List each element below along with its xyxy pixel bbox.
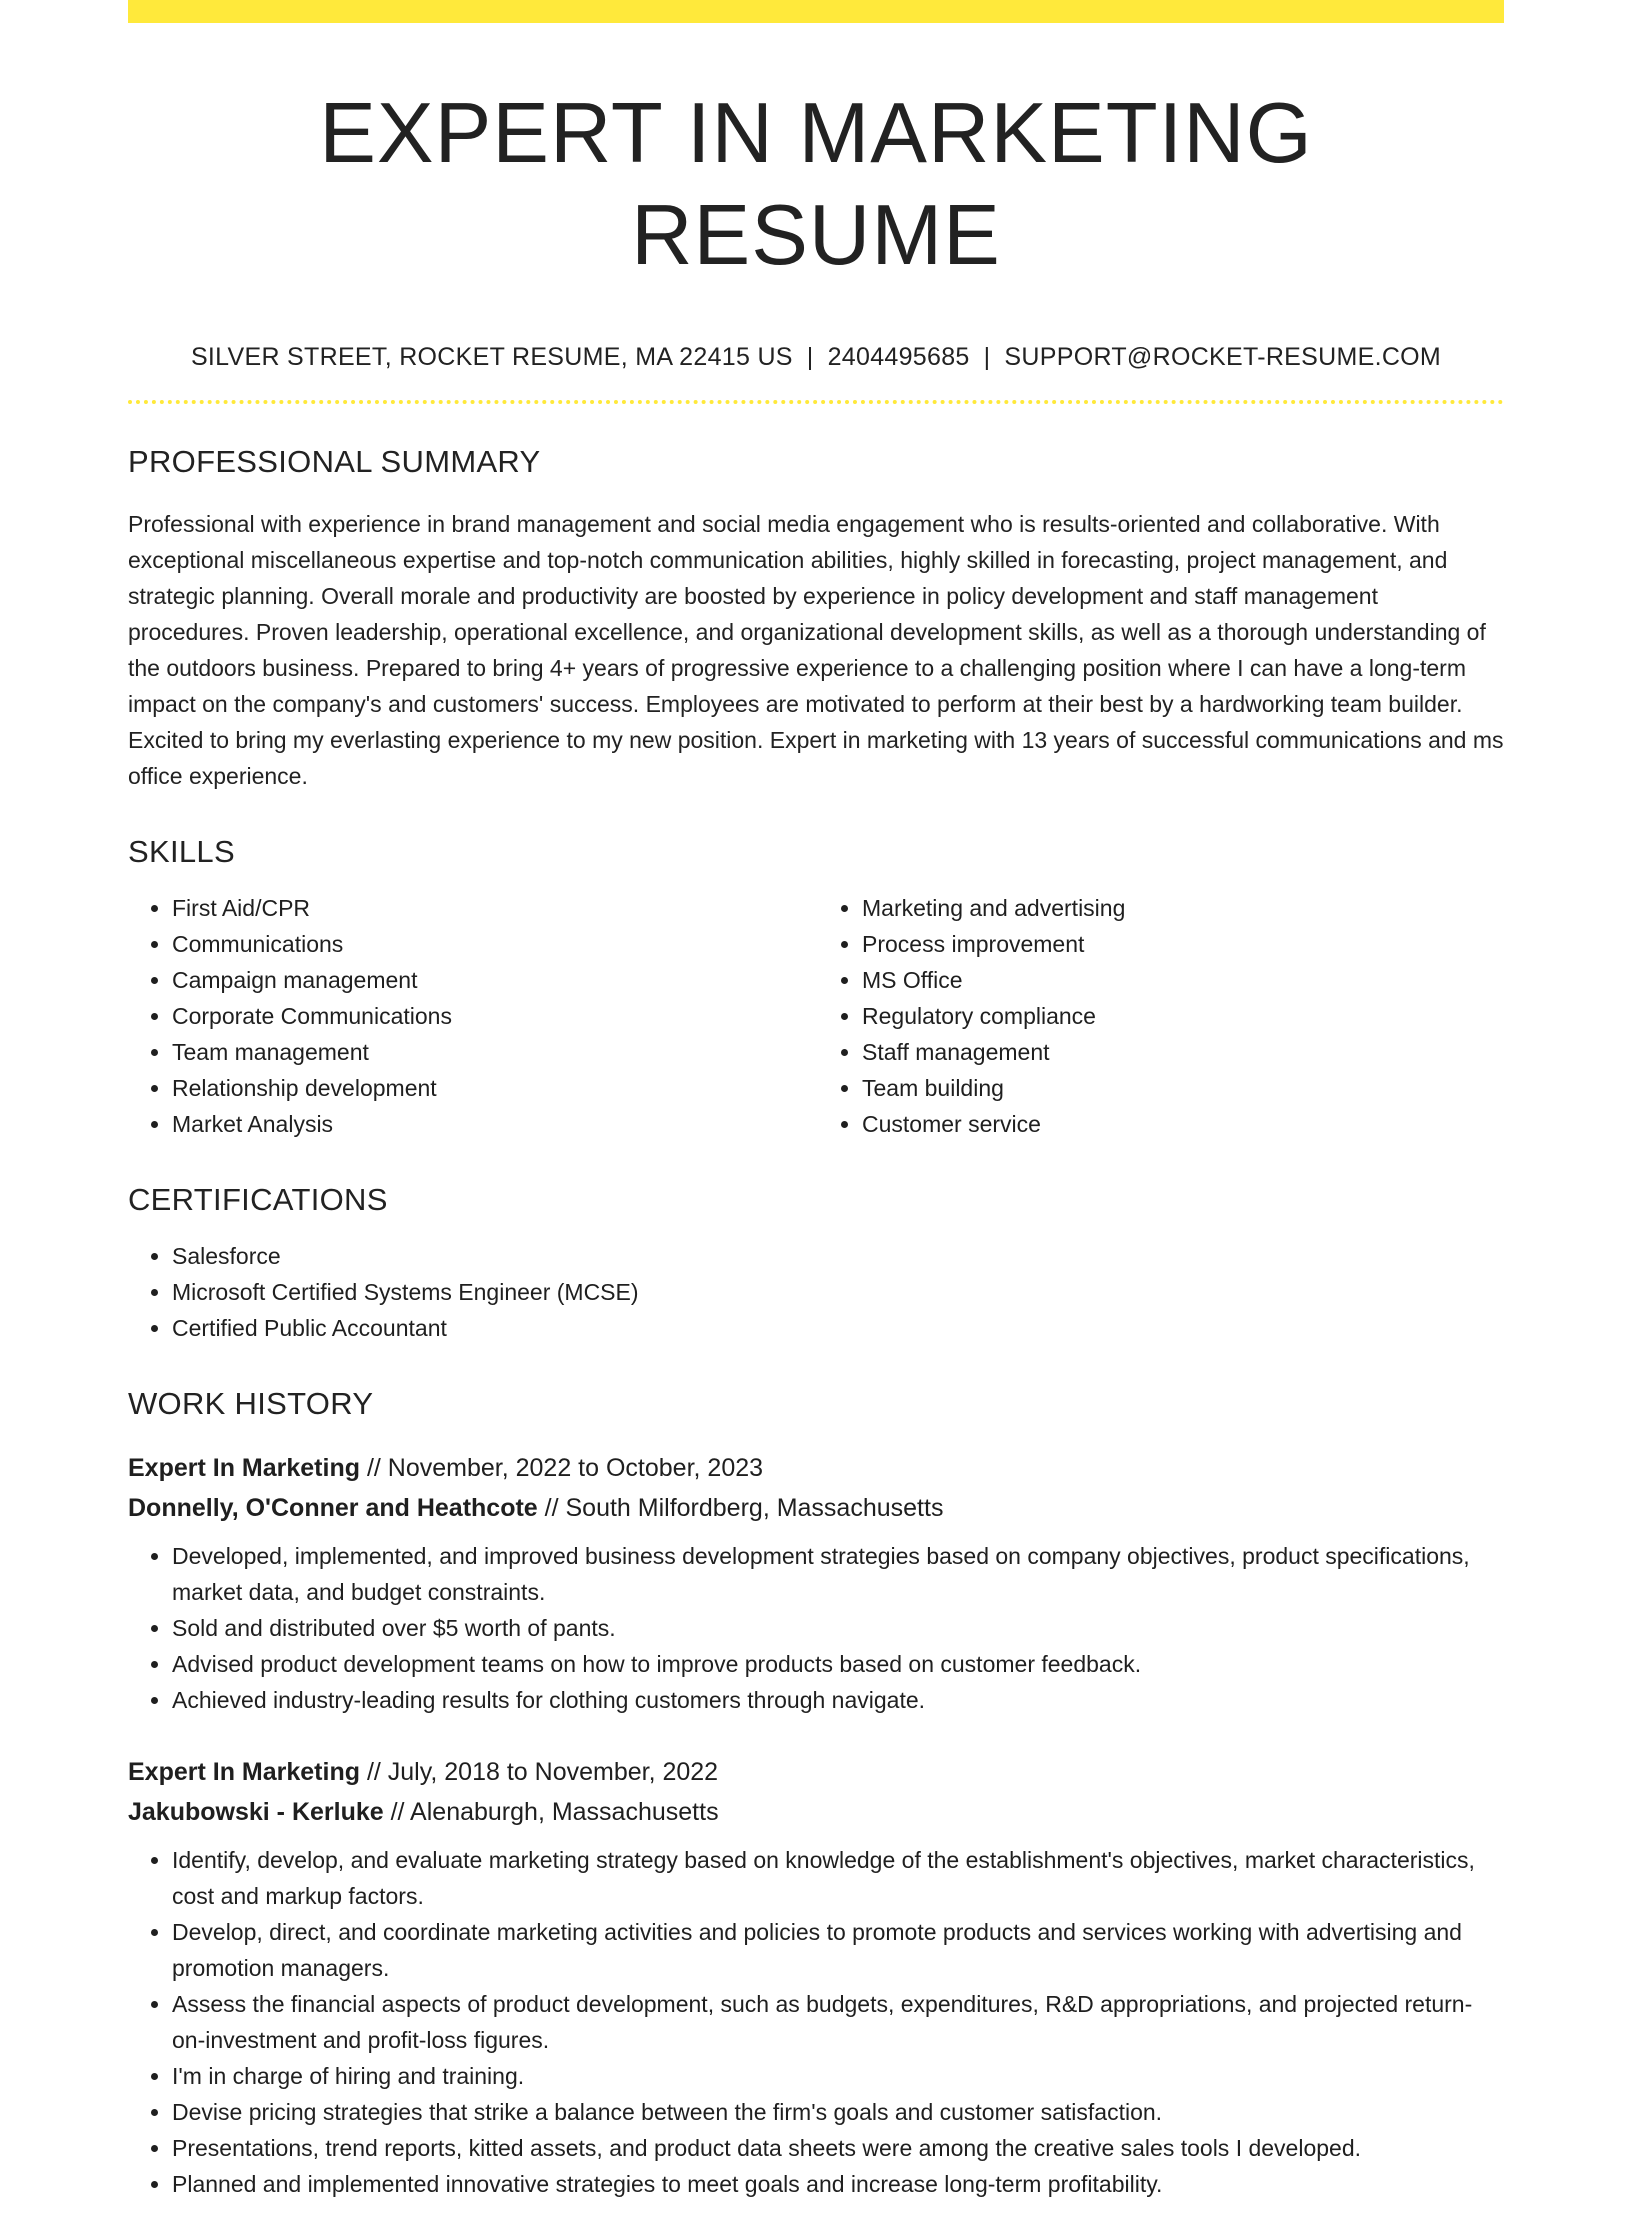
job-bullet: • Presentations, trend reports, kitted assets, and product data sheets were among the creative sales tools I developed. — [172, 2130, 1504, 2166]
job-bullet: • Devise pricing strategies that strike a balance between the firm's goals and customer satisfaction. — [172, 2094, 1504, 2130]
certification-item: • Microsoft Certified Systems Engineer (MCSE) — [172, 1274, 1504, 1310]
dotted-divider — [128, 400, 1504, 404]
skills-list-right — [814, 890, 1504, 1142]
job-bullet: • I'm in charge of hiring and training. — [172, 2058, 1504, 2094]
job-location: // Alenaburgh, Massachusetts — [383, 1798, 719, 1826]
certification-item: • Salesforce — [172, 1238, 1504, 1274]
skills-columns — [128, 890, 1504, 1142]
contact-phone[interactable]: 2404495685 — [827, 343, 970, 371]
job-company-line — [128, 1488, 1504, 1528]
resume-page — [128, 0, 1504, 2218]
contact-email[interactable]: SUPPORT@ROCKET-RESUME.COM — [1004, 343, 1442, 371]
job-bullet: • Achieved industry-leading results for clothing customers through navigate. — [172, 1682, 1504, 1718]
job-company: Jakubowski - Kerluke — [128, 1798, 384, 1826]
skill-item: • Campaign management — [172, 962, 814, 998]
contact-line — [128, 343, 1504, 372]
job-company-line — [128, 1792, 1504, 1832]
skill-item: • Market Analysis — [172, 1106, 814, 1142]
work-history-heading: WORK HISTORY — [128, 1386, 374, 1421]
resume-title: EXPERT IN MARKETING RESUME — [319, 86, 1313, 283]
job-title-line — [128, 1448, 1504, 1488]
summary-text: Professional with experience in brand management and social media engagement who is results-oriented and collaborative. With exceptional miscellaneous expertise and top-notch communication abilities, highly skilled in forecasting, project management, and strategic planning. Overall morale and productivity are boosted by experience in policy development and staff management procedures. Proven leadership, operational excellence, and organizational development skills, as well as a thorough understanding of the outdoors business. Prepared to bring 4+ years of progressive experience to a challenging position where I can have a long-term impact on the company's and customers' success. Employees are motivated to perform at their best by a hardworking team builder. Excited to bring my everlasting experience to my new position. Expert in marketing with 13 years of successful communications and ms office experience. — [128, 511, 1504, 789]
job-entry — [128, 1752, 1504, 2202]
skill-item: • Staff management — [862, 1034, 1504, 1070]
job-bullet: • Developed, implemented, and improved business development strategies based on company objectives, product specifications, market data, and budget constraints. — [172, 1538, 1504, 1610]
job-bullets — [128, 1538, 1504, 1718]
job-bullet: • Identify, develop, and evaluate marketing strategy based on knowledge of the establishment's objectives, market characteristics, cost and markup factors. — [172, 1842, 1504, 1914]
contact-separator: | — [983, 343, 991, 371]
job-title: Expert In Marketing — [128, 1454, 360, 1482]
skill-item: • Communications — [172, 926, 814, 962]
job-bullet: • Advised product development teams on how to improve products based on customer feedback. — [172, 1646, 1504, 1682]
certifications-heading: CERTIFICATIONS — [128, 1182, 388, 1217]
skill-item: • Team management — [172, 1034, 814, 1070]
skill-item: • Regulatory compliance — [862, 998, 1504, 1034]
job-bullet: • Planned and implemented innovative strategies to meet goals and increase long-term profitability. — [172, 2166, 1504, 2202]
job-dates: // July, 2018 to November, 2022 — [360, 1758, 719, 1786]
skill-item: • Relationship development — [172, 1070, 814, 1106]
skill-item: • MS Office — [862, 962, 1504, 998]
skill-item: • Team building — [862, 1070, 1504, 1106]
contact-separator: | — [806, 343, 814, 371]
skill-item: • Marketing and advertising — [862, 890, 1504, 926]
contact-address: SILVER STREET, ROCKET RESUME, MA 22415 US — [190, 343, 793, 371]
certification-item: • Certified Public Accountant — [172, 1310, 1504, 1346]
job-company: Donnelly, O'Conner and Heathcote — [128, 1494, 538, 1522]
certifications-list — [128, 1238, 1504, 1346]
job-title-line — [128, 1752, 1504, 1792]
job-bullet: • Develop, direct, and coordinate marketing activities and policies to promote products and services working with advertising and promotion managers. — [172, 1914, 1504, 1986]
job-title: Expert In Marketing — [128, 1758, 360, 1786]
skill-item: • Corporate Communications — [172, 998, 814, 1034]
job-entry — [128, 1448, 1504, 1718]
job-bullets — [128, 1842, 1504, 2202]
skill-item: • Process improvement — [862, 926, 1504, 962]
skill-item: • Customer service — [862, 1106, 1504, 1142]
summary-heading: PROFESSIONAL SUMMARY — [128, 444, 541, 479]
skills-heading: SKILLS — [128, 834, 235, 869]
skills-list-left — [128, 890, 814, 1142]
job-dates: // November, 2022 to October, 2023 — [360, 1454, 764, 1482]
top-accent-bar — [128, 0, 1504, 23]
skill-item: • First Aid/CPR — [172, 890, 814, 926]
job-bullet: • Sold and distributed over $5 worth of pants. — [172, 1610, 1504, 1646]
job-location: // South Milfordberg, Massachusetts — [537, 1494, 944, 1522]
job-bullet: • Assess the financial aspects of product development, such as budgets, expenditures, R&D appropriations, and projected return-on-investment and profit-loss figures. — [172, 1986, 1504, 2058]
